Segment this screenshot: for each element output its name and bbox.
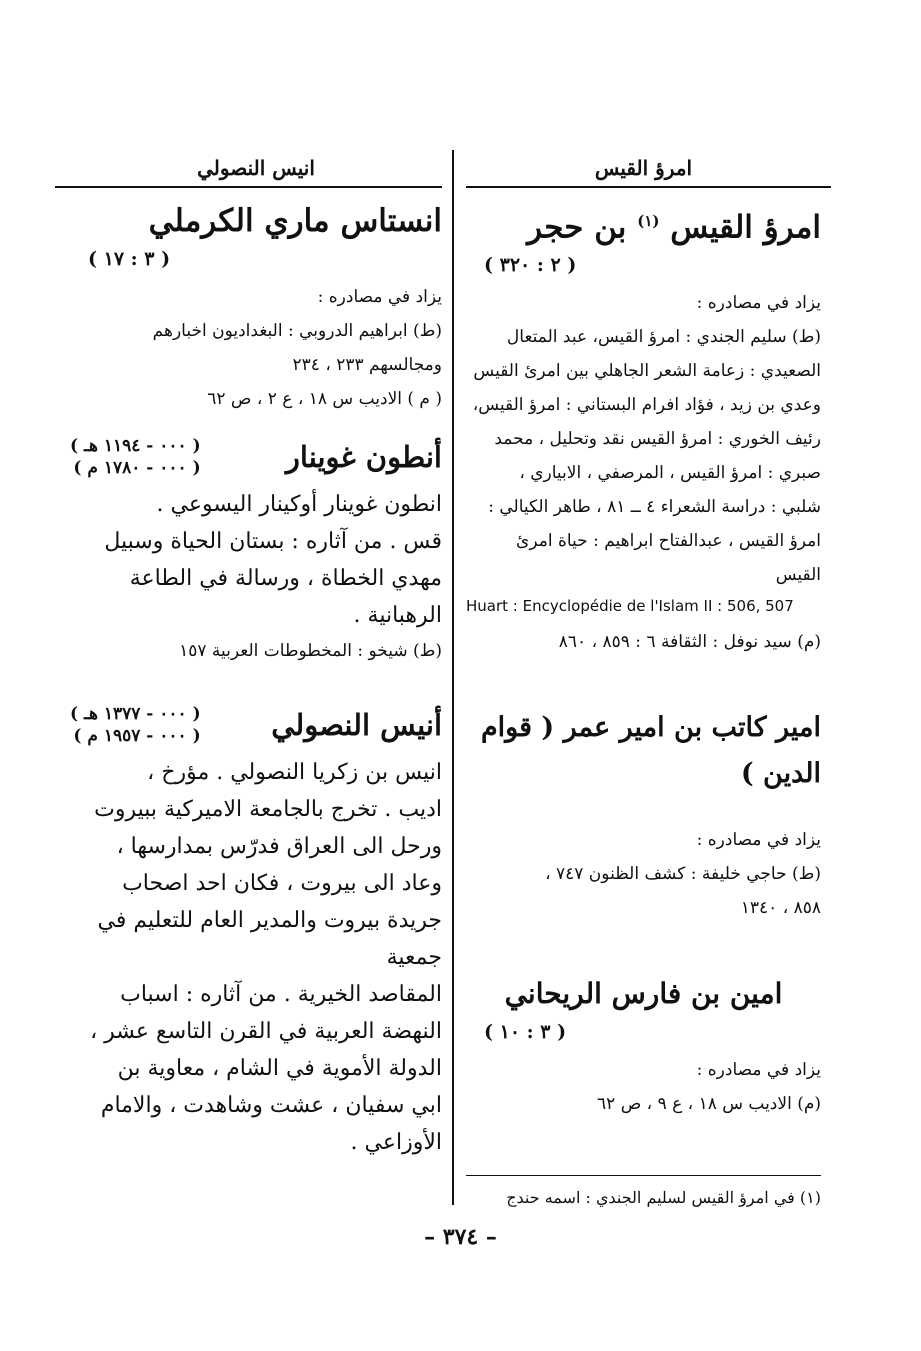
sources-lead: يزاد في مصادره : xyxy=(696,830,821,851)
entry-header-antun-guwaynar xyxy=(70,434,442,480)
latin-citation: Huart : Encyclopédie de l'Islam II : 506, 507 xyxy=(466,597,794,616)
entry-dates xyxy=(70,703,201,747)
periodical-line: (م) الاديب س ١٨ ، ع ٩ ، ص ٦٢ xyxy=(597,1094,821,1115)
bio-line: جريدة بيروت والمدير العام للتعليم في جمعية xyxy=(97,908,442,970)
column-header-right: امرؤ القيس xyxy=(594,156,693,180)
entry-title-text: امرؤ القيس xyxy=(670,209,821,246)
entry-title-anastas-karmali: انستاس ماري الكرملي xyxy=(148,203,442,239)
bio-line: ابي سفيان ، عشت وشاهدت ، والامام xyxy=(100,1093,442,1118)
bio-line: الأوزاعي . xyxy=(350,1130,442,1155)
header-rule-right xyxy=(466,186,831,188)
bio-line: الدولة الأموية في الشام ، معاوية بن xyxy=(117,1056,442,1081)
hijri-dates: ( ٠٠٠ - ١١٩٤ هـ ) xyxy=(70,436,201,456)
entry-title-anis-nusuli: أنيس النصولي xyxy=(271,708,442,742)
source-line: صبري : امرؤ القيس ، المرصفي ، الابياري ، xyxy=(519,463,821,484)
source-line: ومجالسهم ٢٣٣ ، ٢٣٤ xyxy=(292,355,442,375)
column-header-left: انيس النصولي xyxy=(197,156,315,180)
source-line: (ط) شيخو : المخطوطات العربية ١٥٧ xyxy=(179,641,442,661)
right-column xyxy=(466,150,821,1121)
entry-dates xyxy=(70,435,201,479)
source-line: رئيف الخوري : امرؤ القيس نقد وتحليل ، محمد xyxy=(494,429,821,450)
volume-reference: ( ٣ : ١٠ ) xyxy=(484,1021,567,1044)
left-column xyxy=(70,150,442,1161)
source-line: شلبي : دراسة الشعراء ٤ ــ ٨١ ، طاهر الكيالي : xyxy=(488,497,821,518)
bio-line: انطون غوينار أوكينار اليسوعي . xyxy=(156,492,442,517)
gregorian-dates: ( ٠٠٠ - ١٧٨٠ م ) xyxy=(73,458,201,478)
periodical-line: ( م ) الاديب س ١٨ ، ع ٢ ، ص ٦٢ xyxy=(207,389,442,409)
entry-title-imru-al-qays xyxy=(466,198,821,250)
column-divider xyxy=(452,150,454,1205)
header-rule-left xyxy=(55,186,442,188)
sources-lead: يزاد في مصادره : xyxy=(696,293,821,314)
source-line: (ط) سليم الجندي : امرؤ القيس، عبد المتعال xyxy=(506,327,821,348)
gregorian-dates: ( ٠٠٠ - ١٩٥٧ م ) xyxy=(73,726,201,746)
periodical-line: (م) سيد نوفل : الثقافة ٦ : ٨٥٩ ، ٨٦٠ xyxy=(558,632,821,653)
entry-title-antun-guwaynar: أنطون غوينار xyxy=(285,440,442,474)
volume-reference: ( ٣ : ١٧ ) xyxy=(88,248,171,270)
volume-reference: ( ٢ : ٣٢٠ ) xyxy=(484,254,577,277)
bio-line: انيس بن زكريا النصولي . مؤرخ ، xyxy=(147,760,442,785)
sources-lead: يزاد في مصادره : xyxy=(696,1060,821,1081)
source-line: وعدي بن زيد ، فؤاد افرام البستاني : امرؤ القيس، xyxy=(472,395,821,416)
sources-lead: يزاد في مصادره : xyxy=(317,287,442,307)
entry-title-suffix: بن حجر xyxy=(527,209,627,246)
source-line: الصعيدي : زعامة الشعر الجاهلي بين امرئ القيس xyxy=(473,361,821,382)
bio-line: قس . من آثاره : بستان الحياة وسبيل xyxy=(104,529,442,554)
source-line: امرؤ القيس ، عبدالفتاح ابراهيم : حياة امرئ القيس xyxy=(516,531,821,586)
footnote-marker: (١) xyxy=(637,212,660,230)
entry-header-anis-nusuli xyxy=(70,702,442,748)
bio-line: النهضة العربية في القرن التاسع عشر ، xyxy=(90,1019,442,1044)
entry-title-amir-katib: امير كاتب بن امير عمر ( قوام الدين ) xyxy=(480,712,821,790)
bio-line: وعاد الى بيروت ، فكان احد اصحاب xyxy=(122,871,442,896)
source-line: ٨٥٨ ، ١٣٤٠ xyxy=(740,898,821,919)
bio-line: المقاصد الخيرية . من آثاره : اسباب xyxy=(120,982,442,1007)
bio-line: اديب . تخرج بالجامعة الاميركية ببيروت xyxy=(94,797,442,822)
footnote: (١) في امرؤ القيس لسليم الجندي : اسمه حندج xyxy=(506,1188,821,1207)
source-line: (ط) حاجي خليفة : كشف الظنون ٧٤٧ ، xyxy=(545,864,821,885)
source-line: (ط) ابراهيم الدروبي : البغداديون اخبارهم xyxy=(152,321,442,341)
entry-title-amin-rihani: امين بن فارس الريحاني xyxy=(504,977,783,1011)
hijri-dates: ( ٠٠٠ - ١٣٧٧ هـ ) xyxy=(70,704,201,724)
page-number: – ٣٧٤ – xyxy=(424,1224,497,1250)
bio-line: مهدي الخطاة ، ورسالة في الطاعة الرهبانية . xyxy=(129,566,442,628)
footnote-rule xyxy=(466,1175,821,1176)
bio-line: ورحل الى العراق فدرّس بمدارسها ، xyxy=(116,834,442,859)
